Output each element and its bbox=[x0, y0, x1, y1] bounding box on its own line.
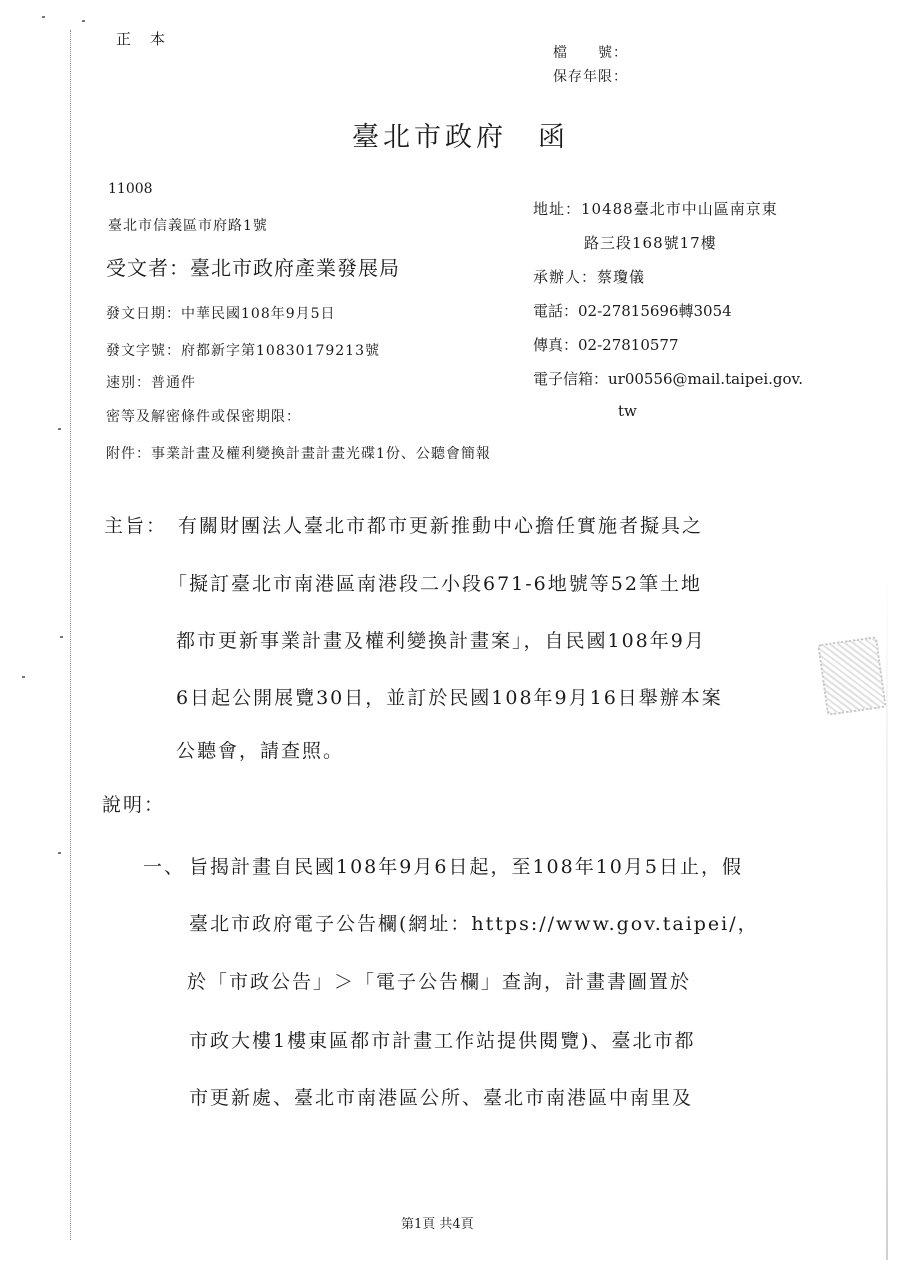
contact-address-line-1: 地址：10488臺北市中山區南京東 bbox=[533, 200, 778, 218]
contact-email-line-2: tw bbox=[618, 402, 637, 420]
contact-handler: 承辦人：蔡瓊儀 bbox=[533, 268, 646, 286]
attachment-line: 附件：事業計畫及權利變換計畫計畫光碟1份、公聽會簡報 bbox=[106, 446, 491, 462]
recipient-label: 受文者： bbox=[106, 256, 190, 280]
binding-line bbox=[70, 30, 71, 1240]
scan-speck bbox=[58, 852, 61, 854]
explanation-label: 說明： bbox=[102, 794, 166, 816]
recipient-line bbox=[106, 252, 400, 281]
explanation-line: 臺北市政府電子公告欄(網址：https://www.gov.taipei/， bbox=[189, 913, 759, 935]
contact-email-line-1: 電子信箱：ur00556@mail.taipei.gov. bbox=[533, 370, 803, 388]
scan-speck bbox=[42, 16, 45, 18]
item-marker: 一、 bbox=[143, 856, 186, 878]
subject-line: 「擬訂臺北市南港區南港段二小段671-6地號等52筆土地 bbox=[168, 573, 702, 595]
seal-stamp bbox=[817, 636, 886, 716]
sender-postcode: 11008 bbox=[108, 181, 153, 197]
subject-line: 公聽會，請查照。 bbox=[176, 740, 345, 762]
contact-fax: 傳真：02-27810577 bbox=[533, 336, 679, 354]
retention-period-label: 保存年限： bbox=[553, 69, 628, 85]
contact-phone: 電話：02-27815696轉3054 bbox=[533, 302, 732, 320]
sender-address: 臺北市信義區市府路1號 bbox=[108, 218, 268, 234]
subject-label: 主旨： bbox=[104, 515, 168, 537]
explanation-line: 市更新處、臺北市南港區公所、臺北市南港區中南里及 bbox=[189, 1087, 694, 1109]
subject-line: 有關財團法人臺北市都市更新推動中心擔任實施者擬具之 bbox=[178, 515, 704, 537]
subject-line: 6日起公開展覽30日，並訂於民國108年9月16日舉辦本案 bbox=[176, 687, 723, 709]
delivery-speed: 速別：普通件 bbox=[106, 375, 196, 391]
page-number: 第1頁 共4頁 bbox=[401, 1217, 474, 1232]
explanation-line: 市政大樓1樓東區都市計畫工作站提供閱覽)、臺北市都 bbox=[189, 1030, 696, 1052]
scan-speck bbox=[60, 636, 63, 638]
subject-line: 都市更新事業計畫及權利變換計畫案」，自民國108年9月 bbox=[176, 630, 706, 652]
explanation-line: 於「市政公告」＞「電子公告欄」查詢，計畫書圖置於 bbox=[187, 971, 692, 993]
scan-speck bbox=[22, 676, 25, 678]
contact-address-line-2: 路三段168號17樓 bbox=[584, 234, 717, 252]
scan-speck bbox=[58, 428, 61, 430]
copy-type-label: 正 本 bbox=[116, 30, 168, 48]
security-level: 密等及解密條件或保密期限： bbox=[106, 409, 301, 425]
scan-speck bbox=[82, 20, 85, 22]
scan-edge-shadow bbox=[886, 560, 888, 1260]
explanation-line: 旨揭計畫自民國108年9月6日起，至108年10月5日止，假 bbox=[189, 856, 743, 878]
document-number: 發文字號：府都新字第10830179213號 bbox=[106, 343, 380, 359]
issue-date: 發文日期：中華民國108年9月5日 bbox=[106, 306, 336, 322]
document-title: 臺北市政府 函 bbox=[352, 122, 569, 153]
recipient-name: 臺北市政府產業發展局 bbox=[190, 256, 400, 280]
file-number-label: 檔 號： bbox=[553, 45, 628, 61]
